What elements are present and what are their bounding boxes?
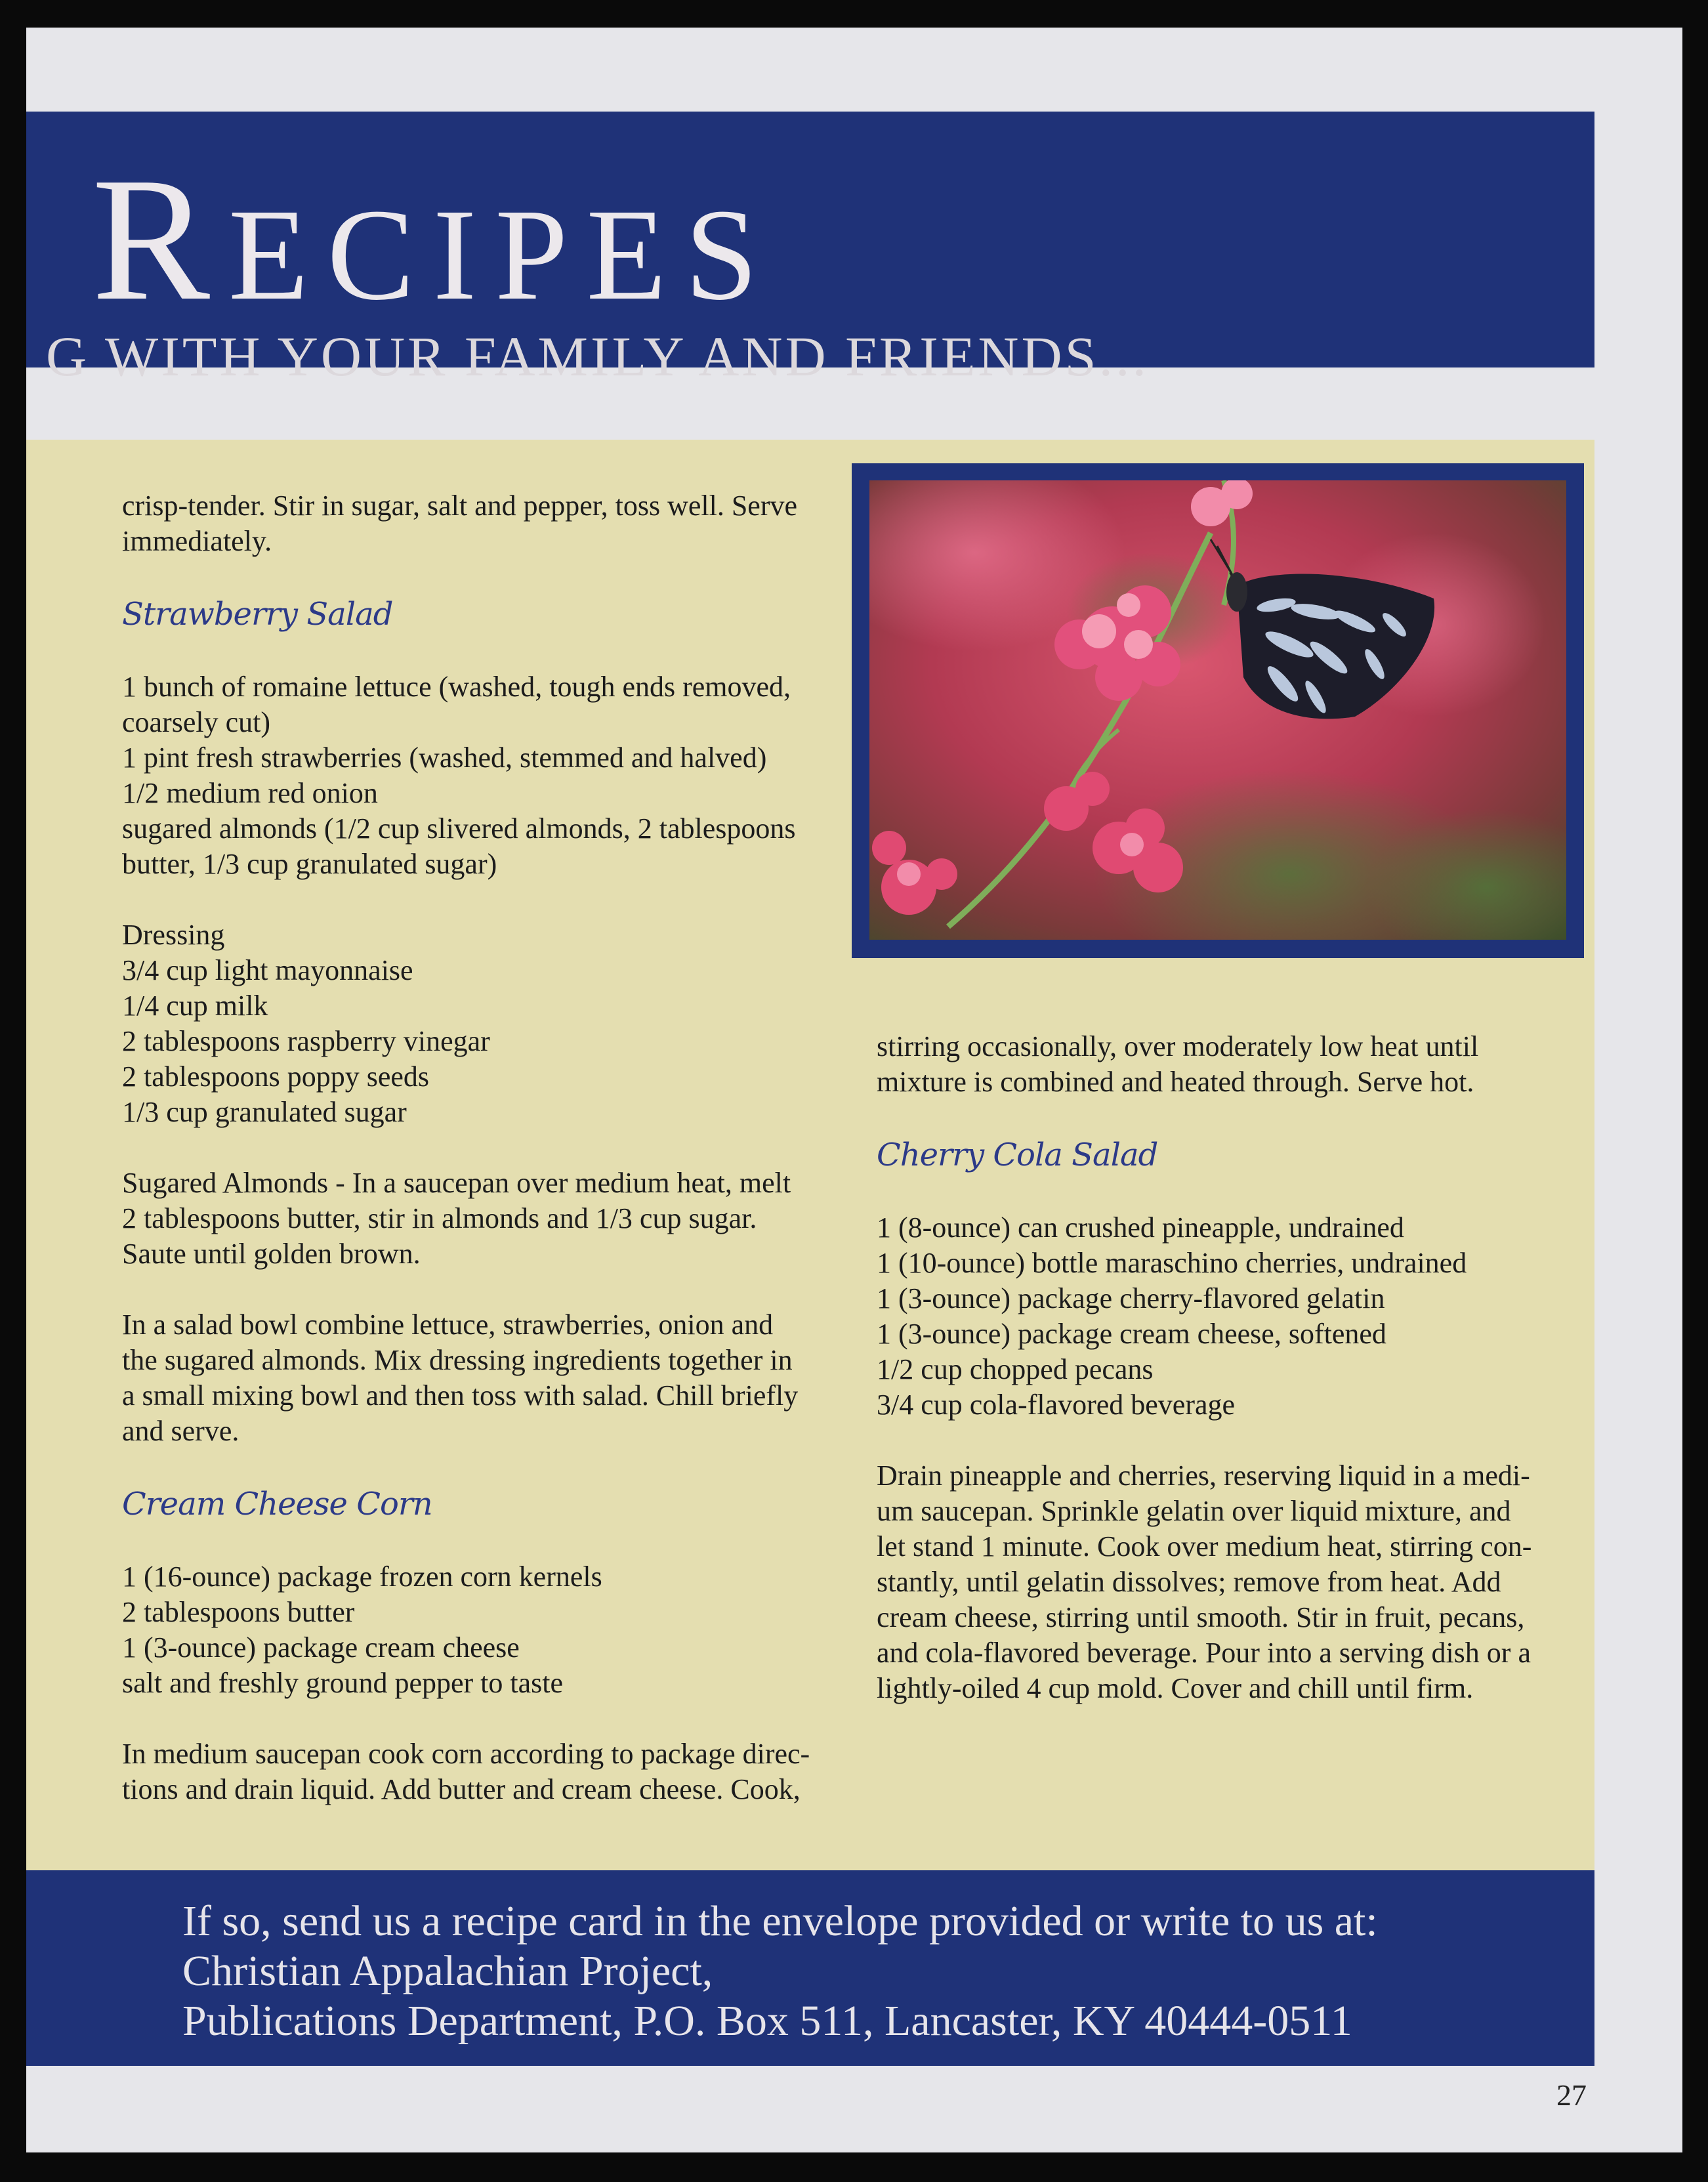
directions-line: and cola-flavored beverage. Pour into a serving dish or a (877, 1637, 1531, 1669)
directions-line: um saucepan. Sprinkle gelatin over liquid mixture, and (877, 1495, 1511, 1527)
header-banner (26, 112, 1594, 388)
almonds-line: Saute until golden brown. (122, 1238, 421, 1270)
butterfly-flower-image (869, 480, 1566, 940)
ingredient-line: salt and freshly ground pepper to taste (122, 1667, 564, 1699)
dressing-line: 1/4 cup milk (122, 990, 268, 1022)
page-title (92, 141, 776, 337)
ingredient-line: 1 (8-ounce) can crushed pineapple, undrained (877, 1211, 1404, 1244)
page-subtitle: G WITH YOUR FAMILY AND FRIENDS... (46, 325, 1149, 388)
page-number: 27 (1556, 2078, 1587, 2112)
ingredient-line: 3/4 cup cola-flavored beverage (877, 1389, 1236, 1421)
intro-line: crisp-tender. Stir in sugar, salt and pepper, toss well. Serve (122, 490, 798, 522)
dressing-line: 3/4 cup light mayonnaise (122, 954, 413, 986)
directions-line: cream cheese, stirring until smooth. Stir in fruit, pecans, (877, 1601, 1525, 1633)
directions-line: Drain pineapple and cherries, reserving liquid in a medi- (877, 1459, 1530, 1492)
ingredient-line: 1/2 medium red onion (122, 777, 378, 809)
ingredient-line: coarsely cut) (122, 706, 270, 738)
ingredient-line: 1 (3-ounce) package cream cheese, softened (877, 1318, 1386, 1350)
cream-cheese-corn-heading: Cream Cheese Corn (122, 1486, 432, 1522)
intro-line: immediately. (122, 525, 272, 557)
directions-line: the sugared almonds. Mix dressing ingredients together in (122, 1344, 793, 1376)
directions-line: let stand 1 minute. Cook over medium heat, stirring con- (877, 1530, 1532, 1563)
title-initial: R (92, 141, 229, 337)
ingredient-line: butter, 1/3 cup granulated sugar) (122, 848, 497, 880)
ingredient-line: 1 (3-ounce) package cherry-flavored gelatin (877, 1282, 1385, 1314)
content-panel (26, 440, 1594, 1870)
directions-line: tions and drain liquid. Add butter and cream cheese. Cook, (122, 1773, 801, 1805)
ingredient-line: 2 tablespoons butter (122, 1596, 355, 1628)
almonds-line: 2 tablespoons butter, stir in almonds and 1/3 cup sugar. (122, 1202, 757, 1234)
footer-line: If so, send us a recipe card in the envelope provided or write to us at: (182, 1897, 1378, 1945)
left-column (122, 488, 864, 1807)
ingredient-line: 1 pint fresh strawberries (washed, stemmed and halved) (122, 742, 767, 774)
directions-line: stantly, until gelatin dissolves; remove from heat. Add (877, 1566, 1501, 1598)
dressing-line: 1/3 cup granulated sugar (122, 1096, 407, 1128)
cherry-cola-salad-heading: Cherry Cola Salad (877, 1137, 1158, 1173)
title-rest: ECIPES (228, 182, 776, 327)
footer-line: Publications Department, P.O. Box 511, Lancaster, KY 40444-0511 (182, 1997, 1352, 2045)
ingredient-line: 1 (3-ounce) package cream cheese (122, 1631, 520, 1664)
ingredient-line: 1 (10-ounce) bottle maraschino cherries, undrained (877, 1247, 1467, 1279)
ingredient-line: sugared almonds (1/2 cup slivered almonds, 2 tablespoons (122, 812, 796, 845)
right-column (877, 1029, 1592, 1706)
strawberry-salad-heading: Strawberry Salad (122, 596, 393, 633)
continued-line: mixture is combined and heated through. Serve hot. (877, 1066, 1474, 1098)
almonds-line: Sugared Almonds - In a saucepan over medium heat, melt (122, 1167, 791, 1199)
dressing-line: 2 tablespoons poppy seeds (122, 1060, 430, 1093)
footer-banner (26, 1870, 1594, 2066)
ingredient-line: 1/2 cup chopped pecans (877, 1353, 1154, 1385)
directions-line: and serve. (122, 1415, 240, 1447)
mailing-address (182, 1897, 1378, 2046)
directions-line: a small mixing bowl and then toss with salad. Chill briefly (122, 1379, 799, 1412)
butterfly-photo (869, 480, 1566, 940)
dressing-line: 2 tablespoons raspberry vinegar (122, 1025, 490, 1057)
dressing-line: Dressing (122, 919, 225, 951)
page (26, 28, 1682, 2152)
ingredient-line: 1 bunch of romaine lettuce (washed, tough ends removed, (122, 671, 791, 703)
directions-line: In medium saucepan cook corn according to package direc- (122, 1738, 810, 1770)
footer-line: Christian Appalachian Project, (182, 1947, 713, 1995)
directions-line: In a salad bowl combine lettuce, strawberries, onion and (122, 1309, 774, 1341)
ingredient-line: 1 (16-ounce) package frozen corn kernels (122, 1561, 602, 1593)
directions-line: lightly-oiled 4 cup mold. Cover and chill until firm. (877, 1672, 1474, 1704)
continued-line: stirring occasionally, over moderately low heat until (877, 1030, 1479, 1062)
